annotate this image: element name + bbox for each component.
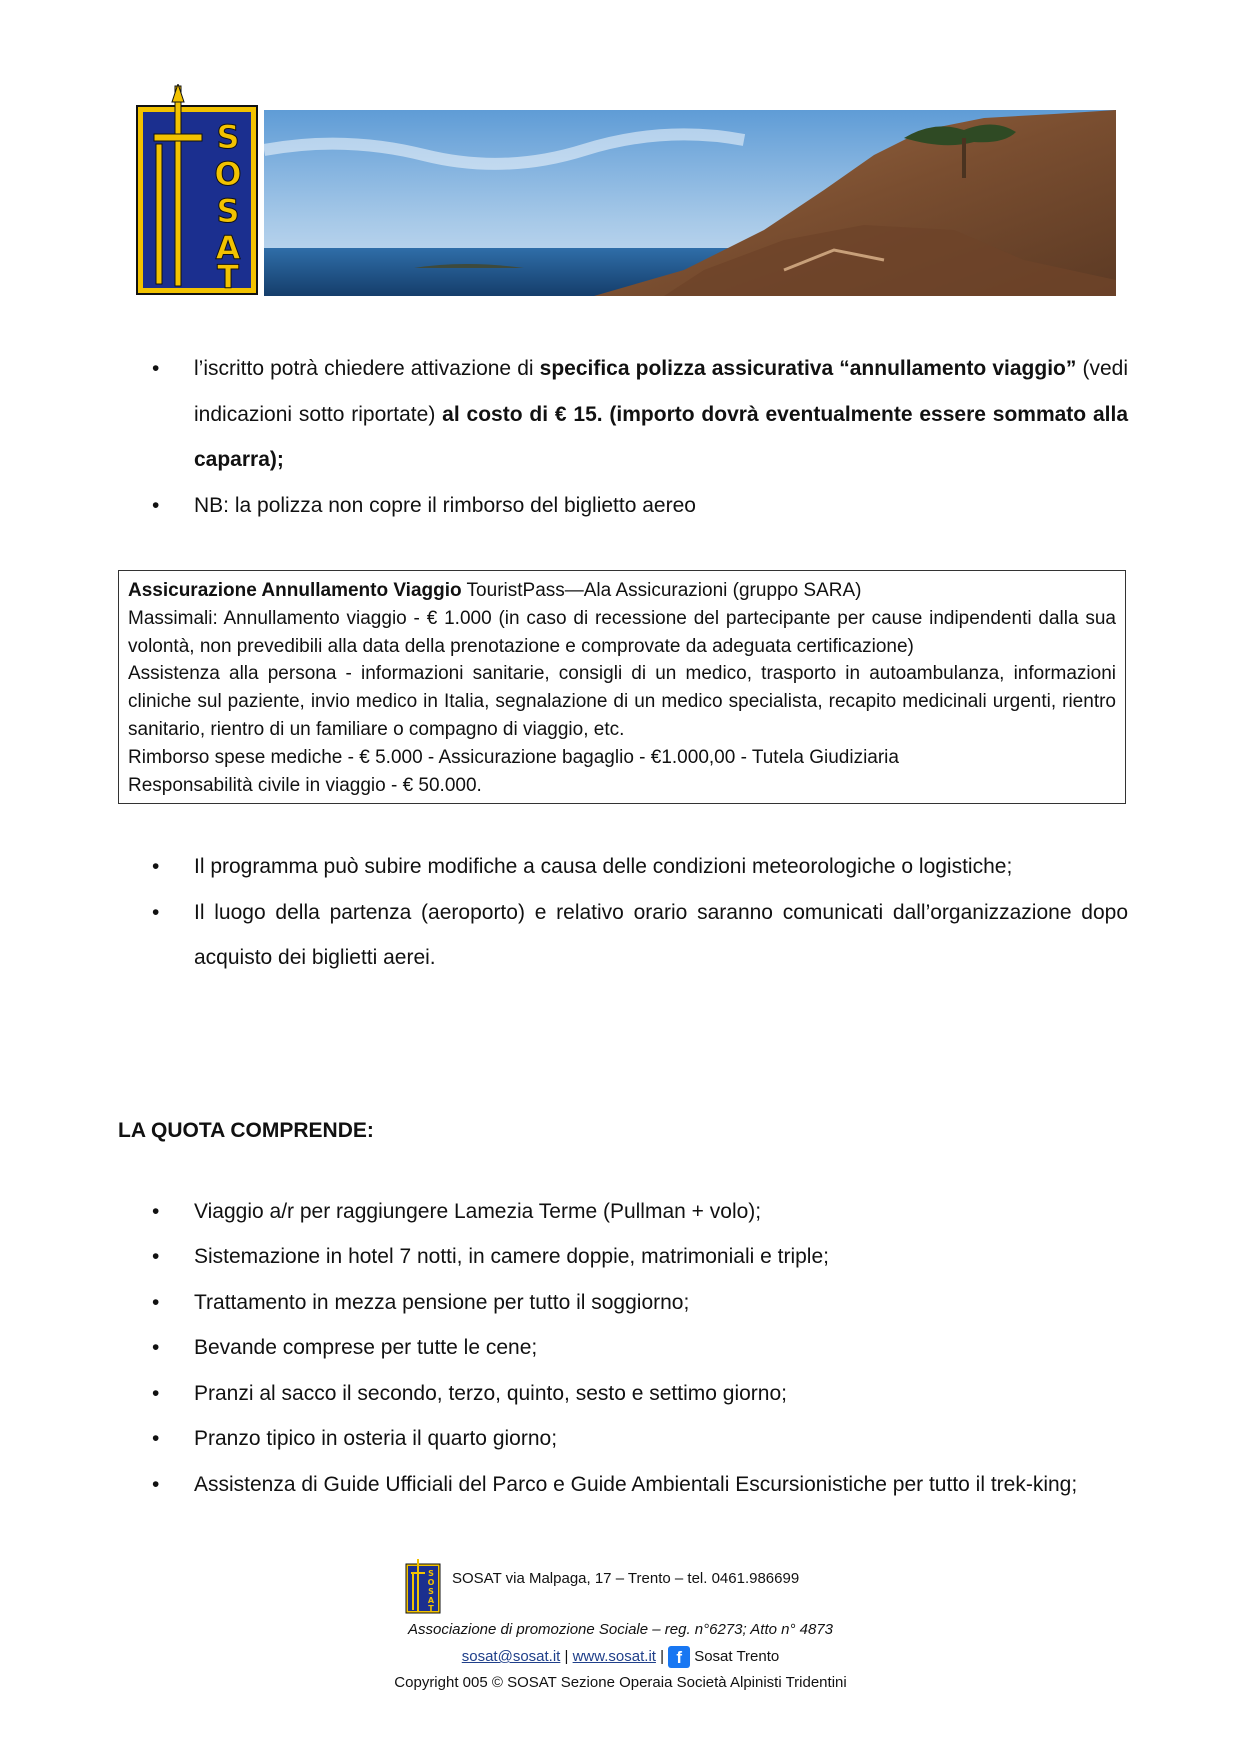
footer-address-row [0, 1558, 1241, 1614]
bullet-icon: • [152, 1472, 160, 1496]
sosat-logo [134, 84, 260, 296]
footer-motto: Associazione di promozione Sociale – reg. n°6273; Atto n° 4873 [407, 1621, 834, 1638]
insurance-rimborso: Rimborso spese mediche - € 5.000 - Assicurazione bagaglio - €1.000,00 - Tutela Giudiziaria [128, 746, 899, 768]
footer-logo [405, 1558, 441, 1614]
svg-text:O: O [214, 155, 242, 193]
svg-text:S: S [428, 1569, 434, 1578]
footer-copyright: Copyright 005 © SOSAT Sezione Operaia Società Alpinisti Tridentini [394, 1674, 847, 1691]
bullet-icon: • [152, 900, 160, 924]
header-banner-image [264, 110, 1116, 296]
svg-text:S: S [216, 118, 240, 156]
list-item: • Il programma può subire modifiche a causa delle condizioni meteorologiche o logistiche; [118, 844, 1128, 890]
list-item: • Bevande comprese per tutte le cene; [118, 1325, 1128, 1371]
quota-list [118, 1189, 1128, 1508]
intro-bullet-list [118, 346, 1128, 528]
bullet-icon: • [152, 357, 160, 380]
list-item: • NB: la polizza non copre il rimborso del biglietto aereo [118, 483, 1128, 529]
bullet-icon: • [152, 1199, 160, 1223]
svg-text:S: S [216, 192, 240, 230]
bullet-icon: • [152, 855, 160, 879]
list-item: • Assistenza di Guide Ufficiali del Parco e Guide Ambientali Escursionistiche per tutto il trek-king; [118, 1462, 1128, 1508]
notes-bullet-list [118, 844, 1128, 981]
quota-heading: LA QUOTA COMPRENDE: [118, 1118, 374, 1142]
svg-text:A: A [427, 1596, 435, 1605]
bullet-icon: • [152, 1427, 160, 1451]
svg-text:T: T [217, 258, 239, 296]
insurance-box [118, 570, 1126, 804]
svg-text:A: A [215, 229, 241, 267]
list-item: • Viaggio a/r per raggiungere Lamezia Terme (Pullman + volo); [118, 1189, 1128, 1235]
insurance-title: Assicurazione Annullamento Viaggio TouristPass—Ala Assicurazioni (gruppo SARA) [128, 580, 862, 601]
svg-text:O: O [427, 1578, 435, 1587]
website-link[interactable]: www.sosat.it [572, 1648, 656, 1665]
list-item: • Trattamento in mezza pensione per tutto il soggiorno; [118, 1280, 1128, 1326]
bullet-icon: • [152, 1336, 160, 1360]
bullet-icon: • [152, 493, 160, 517]
policy-highlight: specifica polizza assicurativa “annullamento viaggio” [539, 357, 1077, 380]
page-footer [0, 1558, 1241, 1696]
insurance-responsabilita: Responsabilità civile in viaggio - € 50.000. [128, 774, 482, 796]
page-header [134, 84, 1116, 296]
svg-text:S: S [428, 1587, 434, 1596]
facebook-page-label[interactable]: Sosat Trento [694, 1648, 780, 1665]
email-link[interactable]: sosat@sosat.it [461, 1648, 561, 1665]
page-content [118, 346, 1128, 1507]
list-item: • Sistemazione in hotel 7 notti, in camere doppie, matrimoniali e triple; [118, 1234, 1128, 1280]
svg-text:T: T [428, 1604, 434, 1613]
footer-address: SOSAT via Malpaga, 17 – Trento – tel. 0461.986699 [452, 1570, 800, 1587]
list-item: • Pranzo tipico in osteria il quarto giorno; [118, 1416, 1128, 1462]
insurance-massimali: Massimali: Annullamento viaggio - € 1.000 (in caso di recessione del partecipante per cause indipendenti dalla sua volontà, non prevedibili alla data della prenotazione e comprovate da adeguata certificazione) [128, 607, 1116, 657]
footer-links: sosat@sosat.it | www.sosat.it | f Sosat Trento [461, 1648, 780, 1668]
insurance-assistenza: Assistenza alla persona - informazioni sanitarie, consigli di un medico, trasporto in autoambulanza, informazioni cliniche sul paziente, invio medico in Italia, segnalazione di un medico specialista, recapito medicinali urgenti, rientro sanitario, rientro di un familiare o compagno di viaggio, etc. [128, 663, 1116, 740]
list-item: • Il luogo della partenza (aeroporto) e relativo orario saranno comunicati dall’organizzazione dopo acquisto dei biglietti aerei. [118, 890, 1128, 981]
bullet-icon: • [152, 1245, 160, 1269]
list-item: • l’iscritto potrà chiedere attivazione di specifica polizza assicurativa “annullamento viaggio” (vedi indicazioni sotto riportate) al costo di € 15. (importo dovrà eventualmente essere sommato alla caparra); [118, 346, 1128, 483]
list-item: • Pranzi al sacco il secondo, terzo, quinto, sesto e settimo giorno; [118, 1371, 1128, 1417]
policy-cost: al costo di € 15. (importo dovrà eventualmente essere sommato alla caparra); [194, 402, 1128, 471]
facebook-icon[interactable]: f [668, 1646, 690, 1668]
bullet-icon: • [152, 1381, 160, 1405]
bullet-icon: • [152, 1290, 160, 1314]
